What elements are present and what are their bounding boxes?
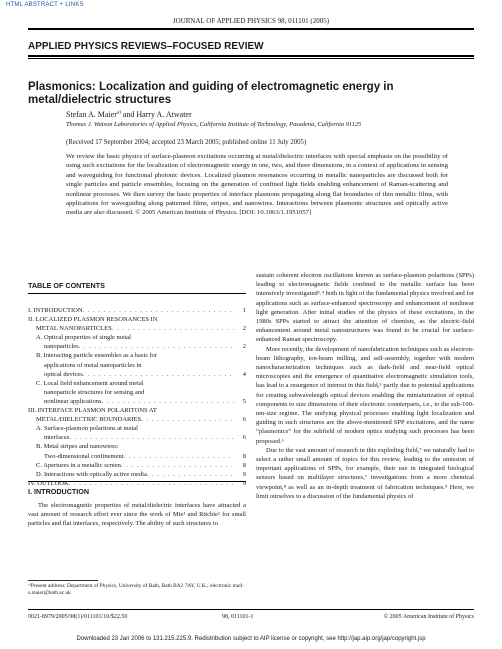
abstract: We review the basic physics of surface-plasmon excitations occurring at metal/dielectric interfaces with special emphasis on the possibility of using such excitations for the localization of electromagnetic energy in one, two, and three dimensions, in a context of applications in sensing and waveguiding for functional photonic devices. Localized plasmon resonances occurring in metallic nanoparticles are discussed both for single particles and particle ensembles, focusing on the generation of confined light fields enabling enhancement of Raman-scattering and nonlinear processes. We then survey the basic properties of interface plasmons propagating along flat boundaries of thin metallic films, with applications for waveguiding along patterned films, stripes, and nanowires. Interactions between plasmonic structures and optically active media are also discussed. © 2005 American Institute of Physics. [DOI: 10.1063/1.1951057] xyxy=(66,153,448,217)
toc-leader-dots xyxy=(121,461,234,470)
toc-entry[interactable] xyxy=(28,433,246,442)
body-paragraph-3: Due to the vast amount of research in this exploding field,⁷ we naturally had to select a rather small amount of topics for this review, leading to the omission of important applications of SPPs, for example, their use in integrated biological sensors based on multilayer structures,⁷ investigations from a more chemical viewpoint,⁸ as well as an in-depth treatment of fabrication techniques.⁹ Here, we limit ourselves to a discussion of the fundamental physics of xyxy=(256,446,474,500)
section-heading: APPLIED PHYSICS REVIEWS–FOCUSED REVIEW xyxy=(28,41,264,52)
toc-entry-text: C. Local field enhancement around metal xyxy=(36,379,144,387)
toc-leader-dots xyxy=(112,324,234,333)
affiliation: Thomas J. Watson Laboratories of Applied Physics, California Institute of Technology, Pasadena, California 91125 xyxy=(66,121,362,128)
toc-entry[interactable] xyxy=(28,370,246,379)
footnote-rule xyxy=(28,580,98,581)
article-title: Plasmonics: Localization and guiding of electromagnetic energy in metal/dielectric structures xyxy=(28,81,394,106)
table-of-contents xyxy=(28,306,246,488)
intro-heading: I. INTRODUCTION xyxy=(28,487,90,496)
toc-entry-text: C. Apertures in a metallic screen xyxy=(36,461,121,469)
toc-page-number: 5 xyxy=(242,397,246,405)
toc-page-number: 2 xyxy=(242,343,246,351)
journal-header: JOURNAL OF APPLIED PHYSICS 98, 011101 (2005) xyxy=(172,17,330,25)
toc-entry-text: A. Surface-plasmon polaritons at metal xyxy=(36,425,138,433)
toc-entry-text: nanoparticles xyxy=(44,343,79,351)
toc-entry[interactable] xyxy=(28,351,246,360)
toc-leader-dots xyxy=(141,415,234,424)
toc-entry-text: optical devices xyxy=(44,370,83,378)
section-rule-thin xyxy=(28,58,474,59)
toc-entry-text: I. INTRODUCTION xyxy=(28,307,83,314)
toc-page-number: 2 xyxy=(242,325,246,333)
toc-entry[interactable] xyxy=(28,315,246,324)
toc-end-rule xyxy=(28,481,246,482)
toc-entry[interactable] xyxy=(28,406,246,415)
toc-entry-text: B. Interacting particle ensembles as a basis for xyxy=(36,352,157,360)
toc-leader-dots xyxy=(79,342,234,351)
toc-entry-text: III. INTERFACE PLASMON POLARITONS AT xyxy=(28,407,157,415)
toc-entry[interactable] xyxy=(28,379,246,388)
toc-entry-text: applications of metal nanoparticles in xyxy=(44,361,142,369)
toc-leader-dots xyxy=(147,470,234,479)
html-abstract-links[interactable]: HTML ABSTRACT + LINKS xyxy=(6,2,84,8)
toc-page-number: 1 xyxy=(242,307,246,314)
toc-entry-text: nonlinear applications xyxy=(44,397,102,405)
toc-entry-text: B. Metal stripes and nanowires: xyxy=(36,443,119,451)
toc-heading: TABLE OF CONTENTS xyxy=(28,281,105,290)
toc-leader-dots xyxy=(83,306,234,315)
toc-entry[interactable] xyxy=(28,470,246,479)
body-paragraph-1: sustain coherent electron oscillations known as surface-plasmon polaritons (SPPs) leading to electromagnetic fields confined to the metallic surface has been intensively investigated³˒⁴ both in light of the fundamental physics involved and for applications such as surface-enhanced spectroscopy and enhancement of nonlinear light generation. After initial studies of the physics of these excitations, in the 1980s SPPs started to attract the attention of chemists, as the electric-field enhancement around metal nanostructures was found to be crucial for surface-enhanced Raman spectroscopy. xyxy=(256,272,474,344)
toc-entry[interactable] xyxy=(28,397,246,406)
toc-entry[interactable] xyxy=(28,306,246,315)
intro-paragraph: The electromagnetic properties of metal/dielectric interfaces have attracted a vast amount of research effort ever since the work of Mie¹ and Ritchie² for small particles and flat interfaces, respectively. The ability of such structures to xyxy=(28,502,246,528)
toc-entry-text: interfaces xyxy=(44,434,70,442)
toc-page-number: 6 xyxy=(242,434,246,442)
toc-entry-text: A. Optical properties of single metal xyxy=(36,334,131,342)
toc-entry-text: IV. OUTLOOK xyxy=(28,479,69,487)
toc-entry[interactable] xyxy=(28,361,246,370)
toc-rule xyxy=(28,293,246,294)
toc-page-number: 9 xyxy=(242,479,246,487)
toc-entry[interactable] xyxy=(28,461,246,470)
toc-entry[interactable] xyxy=(28,388,246,397)
footer-rule xyxy=(28,609,474,610)
page-footer xyxy=(28,614,474,620)
toc-entry-text: II. LOCALIZED PLASMON RESONANCES IN xyxy=(28,316,158,324)
toc-entry[interactable] xyxy=(28,342,246,351)
toc-leader-dots xyxy=(102,397,234,406)
footer-issn: 0021-8979/2005/98(1)/011101/10/$22.50 xyxy=(28,614,128,620)
toc-entry[interactable] xyxy=(28,324,246,333)
download-note: Downloaded 23 Jan 2006 to 131.215.225.9. Redistribution subject to AIP license or copyright, see http://jap.aip.org/jap/copyright.jsp xyxy=(76,636,426,642)
toc-entry[interactable] xyxy=(28,442,246,451)
toc-entry-text: METAL/DIELECTRIC BOUNDARIES xyxy=(36,416,142,424)
toc-leader-dots xyxy=(83,370,234,379)
intro-text xyxy=(28,501,246,529)
toc-entry-text: Two-dimensional confinement xyxy=(44,452,124,460)
section-rule xyxy=(28,55,474,57)
toc-page-number: 9 xyxy=(242,470,246,478)
footnote: ᵃ⁾Present address: Department of Physics, University of Bath, Bath BA2 7AY, U.K.; electronic mail: s.maier@bath.ac.uk xyxy=(28,583,244,596)
toc-page-number: 8 xyxy=(242,461,246,469)
toc-entry-text: nanoparticle structures for sensing and xyxy=(44,388,145,396)
article-authors: Stefan A. Maier$^{a)}$ and Harry A. Atwater xyxy=(66,110,192,119)
toc-leader-dots xyxy=(124,452,234,461)
toc-entry[interactable] xyxy=(28,424,246,433)
toc-entry[interactable] xyxy=(28,415,246,424)
received-dates: (Received 17 September 2004; accepted 23 March 2005; published online 11 July 2005) xyxy=(66,139,307,146)
header-rule xyxy=(28,28,474,30)
toc-leader-dots xyxy=(69,433,234,442)
body-paragraph-2: More recently, the development of nanofabrication techniques such as electron-beam lithography, ion-beam milling, and self-assembly, together with modern nanocharacterization techniques such as dark-field and near-field optical microscopies and the emergence of quantitative electromagnetic simulation tools, has lead to a resurgence of interest in this field,⁵ partly due to potential applications for creating subwavelength optical devices enabling the miniaturization of optical components to size dimensions of their electronic counterparts, i.e., to the sub-100-nm-size regime. The unifying physical processes enabling light localization and guiding in such structures are the above-mentioned SPP excitations, and the name “plasmonics” for the subfield of modern optics studying such processes has been proposed.⁶ xyxy=(256,345,474,445)
right-column-text xyxy=(256,271,474,501)
toc-page-number: 4 xyxy=(242,370,246,378)
toc-entry-text: METAL NANOPARTICLES xyxy=(36,325,112,333)
toc-page-number: 6 xyxy=(242,416,246,424)
toc-page-number: 8 xyxy=(242,452,246,460)
footer-copyright: © 2005 American Institute of Physics xyxy=(383,614,474,620)
toc-entry[interactable] xyxy=(28,452,246,461)
toc-entry-text: D. Interactions with optically active media xyxy=(36,470,147,478)
toc-entry[interactable] xyxy=(28,333,246,342)
footer-page-number: 98, 011101-1 xyxy=(222,614,254,620)
